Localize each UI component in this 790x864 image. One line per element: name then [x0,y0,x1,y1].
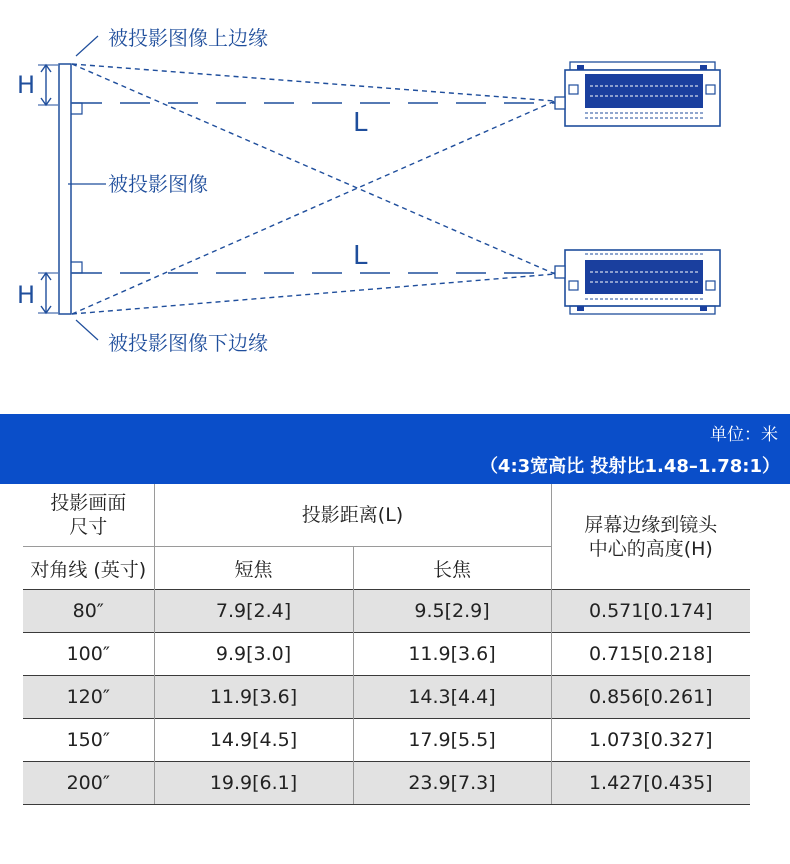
unit-label: 单位：米 [710,425,778,445]
table-row [23,762,750,805]
ray-bottom-to-bottom [72,274,555,314]
label-h-bottom: H [17,281,36,309]
cell-height: 0.715[0.218] [551,633,750,676]
header-height [551,484,750,590]
label-l-top: L [353,108,368,138]
header-diagonal: 对角线 (英寸) [30,558,147,581]
table-row [23,719,750,762]
cell-size: 150″ [23,719,154,762]
table-row [23,676,750,719]
projector-inverted [555,250,720,314]
cell-long: 9.5[2.9] [353,590,551,633]
projector-upright [555,62,720,126]
table-header-row [23,484,750,547]
header-height-line2: 中心的高度(H) [588,537,713,560]
spec-banner [0,414,790,484]
ray-top-to-top [72,64,555,101]
label-l-bottom: L [353,241,368,271]
cell-short: 9.9[3.0] [154,633,353,676]
cell-height: 0.571[0.174] [551,590,750,633]
table-row [23,633,750,676]
header-short: 短焦 [154,547,353,590]
leader-top-edge [76,36,98,56]
right-angle-marker-bottom [71,262,82,273]
cell-height: 1.073[0.327] [551,719,750,762]
header-size [23,484,154,547]
screen [59,64,71,314]
ray-top-to-bottom [72,64,555,274]
cell-long: 17.9[5.5] [353,719,551,762]
projection-diagram [0,0,790,400]
header-height-line1: 屏幕边缘到镜头 [584,513,718,536]
cell-size: 120″ [23,676,154,719]
ray-bottom-to-top [72,101,555,314]
label-image: 被投影图像 [108,172,208,196]
label-top-edge: 被投影图像上边缘 [108,26,268,50]
header-size-line2: 尺寸 [69,516,108,538]
header-distance: 投影距离(L) [154,484,551,547]
cell-size: 200″ [23,762,154,805]
right-angle-marker-top [71,103,82,114]
header-long: 长焦 [353,547,551,590]
cell-long: 23.9[7.3] [353,762,551,805]
label-bottom-edge: 被投影图像下边缘 [108,331,268,355]
ratio-label: （4:3宽高比 投射比1.48–1.78:1） [479,456,780,477]
cell-long: 11.9[3.6] [353,633,551,676]
table-row [23,590,750,633]
cell-long: 14.3[4.4] [353,676,551,719]
header-size-line1: 投影画面 [50,492,127,514]
label-h-top: H [17,71,36,99]
throw-distance-table [23,484,750,805]
cell-height: 1.427[0.435] [551,762,750,805]
cell-height: 0.856[0.261] [551,676,750,719]
cell-short: 14.9[4.5] [154,719,353,762]
cell-short: 7.9[2.4] [154,590,353,633]
cell-short: 11.9[3.6] [154,676,353,719]
leader-bottom-edge [76,320,98,340]
cell-size: 100″ [23,633,154,676]
cell-size: 80″ [23,590,154,633]
cell-short: 19.9[6.1] [154,762,353,805]
